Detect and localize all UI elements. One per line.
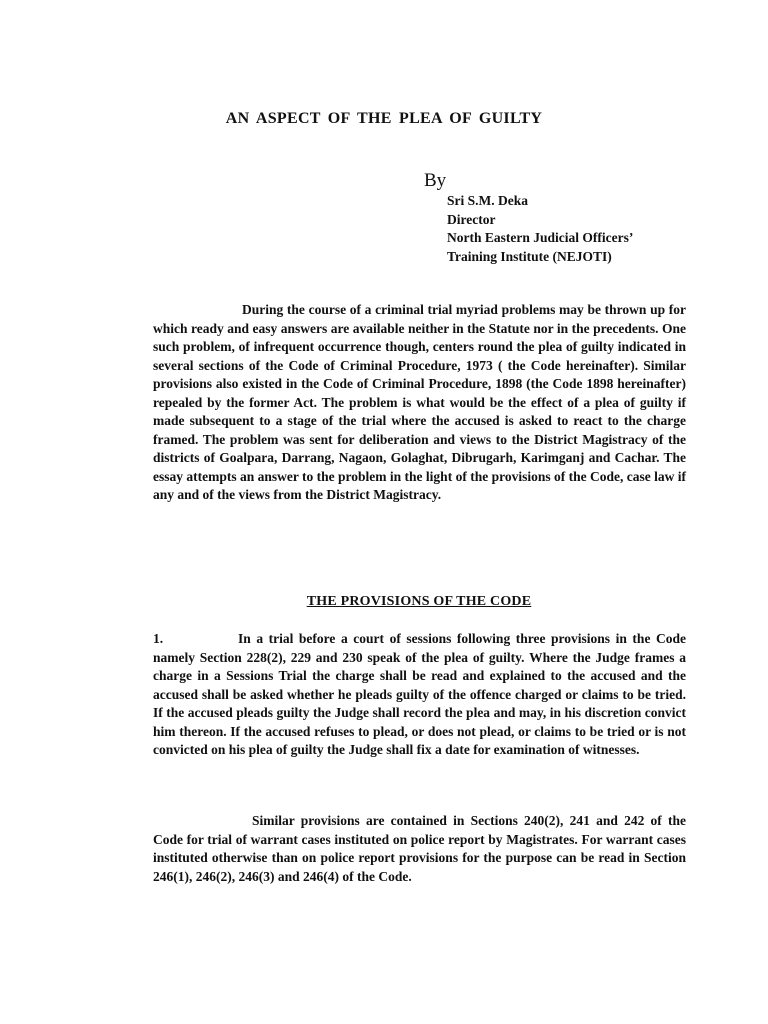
point-1-paragraph <box>153 630 686 760</box>
point-1-number: 1. <box>153 631 164 646</box>
author-institute-line-2: Training Institute (NEJOTI) <box>447 248 612 264</box>
author-name: Sri S.M. Deka <box>447 193 528 208</box>
author-designation: Director <box>447 211 496 227</box>
byline-by: By <box>424 170 447 191</box>
section-heading: THE PROVISIONS OF THE CODE <box>306 594 532 609</box>
paragraph-3: Similar provisions are contained in Sections 240(2), 241 and 242 of the Code for trial of warrant cases instituted on police report by Magistrates. For warrant cases instituted otherwise than on police report provisions for the purpose can be read in Section 246(1), 246(2), 246(3) and 246(4) of the Code. <box>153 813 686 884</box>
author-block <box>447 192 633 266</box>
document-title: AN ASPECT OF THE PLEA OF GUILTY <box>225 110 543 127</box>
intro-paragraph: During the course of a criminal trial myriad problems may be thrown up for which ready and easy answers are available neither in the Statute nor in the precedents. One such problem, of infrequent occurrence though, centers round the plea of guilty indicated in several sections of the Code of Criminal Procedure, 1973 ( the Code hereinafter). Similar provisions also existed in the Code of Criminal Procedure, 1898 (the Code 1898 hereinafter) repealed by the former Act. The problem is what would be the effect of a plea of guilty if made subsequent to a stage of the trial where the accused is asked to react to the charge framed. The problem was sent for deliberation and views to the District Magistracy of the districts of Goalpara, Darrang, Nagaon, Golaghat, Dibrugarh, Karimganj and Cachar. The essay attempts an answer to the problem in the light of the provisions of the Code, case law if any and of the views from the District Magistracy. <box>153 302 686 502</box>
author-institute-line-1: North Eastern Judicial Officers’ <box>447 230 634 245</box>
point-1-text: In a trial before a court of sessions following three provisions in the Code namely Section 228(2), 229 and 230 speak of the plea of guilty. Where the Judge frames a charge in a Sessions Trial the charge shall be read and explained to the accused and the accused shall be asked whether he pleads guilty of the offence charged or claims to be tried. If the accused pleads guilty the Judge shall record the plea and may, in his discretion convict him thereon. If the accused refuses to plead, or does not plead, or claims to be tried or is not convicted on his plea of guilty the Judge shall fix a date for examination of witnesses. <box>153 631 686 757</box>
